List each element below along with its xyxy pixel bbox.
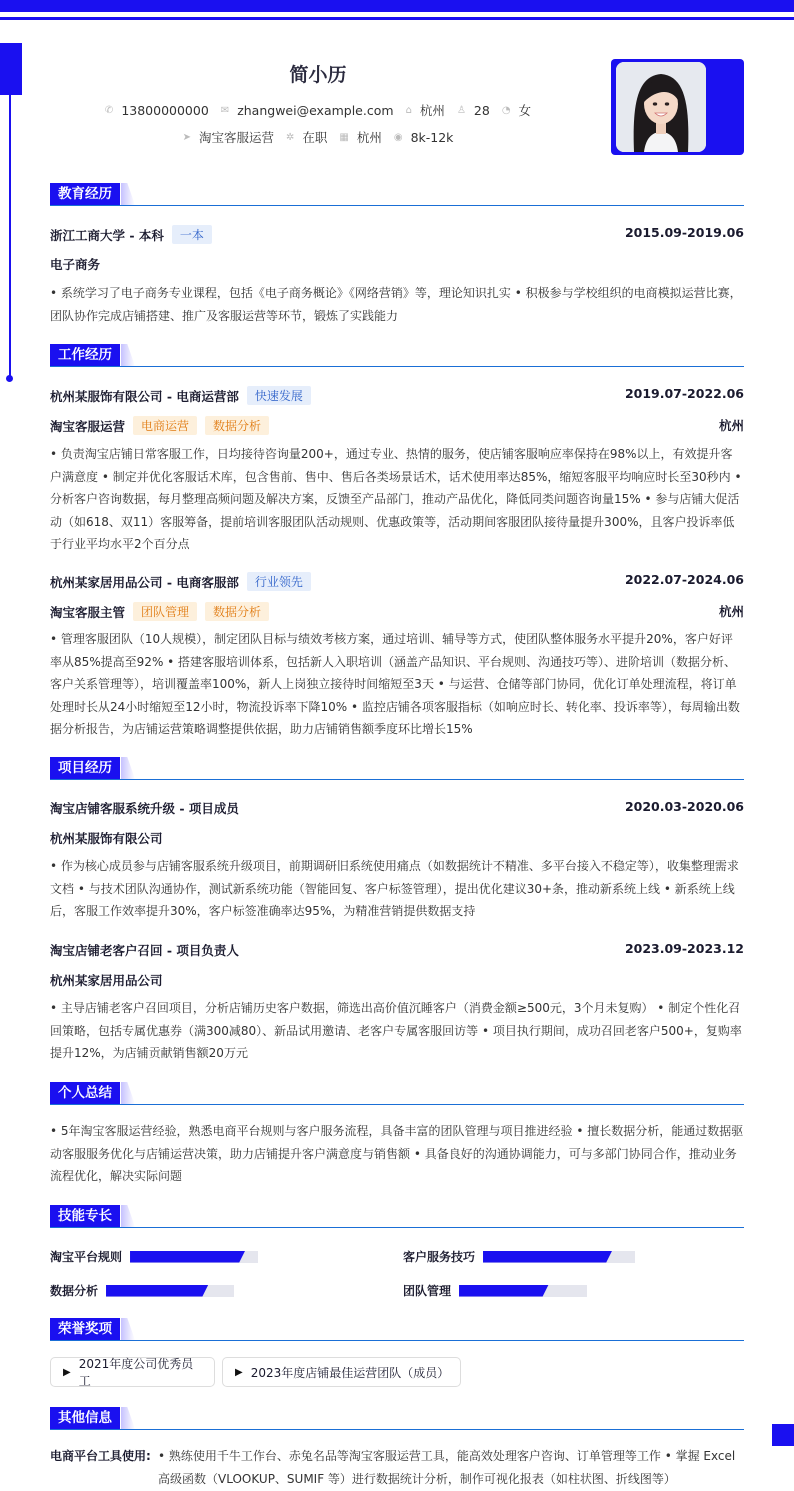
salary-item: ◉ 8k-12k (393, 129, 454, 145)
section-title-tail (121, 344, 135, 366)
email-item: ✉ zhangwei@example.com (220, 102, 394, 118)
skill-item (403, 1282, 587, 1299)
avatar (616, 62, 706, 152)
city-icon: ▦ (339, 131, 349, 143)
triangle-right-icon: ▶ (63, 1366, 71, 1378)
section-title-tail (121, 1407, 135, 1429)
location-item: ⌂ 杭州 (405, 103, 445, 118)
skill-bar-fill (459, 1285, 549, 1297)
section-title: 工作经历 (50, 344, 120, 366)
summary-text: • 5年淘宝客服运营经验，熟悉电商平台规则与客户服务流程，具备丰富的团队管理与项目推进经验 • 擅长数据分析，能通过数据驱动客服服务优化与店铺运营决策，助力店铺提升客户满意度与销售额 • 具备良好的沟通协调能力，可与多部门协同合作，推动业务流程优化，解决实际问题 (50, 1124, 744, 1183)
company-badge: 快速发展 (247, 386, 311, 405)
company-badge: 行业领先 (247, 572, 311, 591)
contact-row (0, 101, 636, 119)
section-other (50, 1407, 744, 1430)
skill-item (403, 1248, 635, 1265)
corner-accent-block (772, 1424, 794, 1446)
age-icon: ♙ (456, 104, 466, 116)
role-tag: 数据分析 (205, 416, 269, 435)
section-title: 其他信息 (50, 1407, 120, 1429)
work-desc: • 负责淘宝店铺日常客服工作，日均接待咨询量200+，通过专业、热情的服务，使店铺客服响应率保持在98%以上，有效提升客户满意度 • 制定并优化客服话术库，包含售前、售中、售后各类场景话术，话术使用率达85%，缩短客服平均响应时长至30秒内 • 分析客户咨询数据，每月整理高频问题及解决方案，反馈至产品部门，推动产品优化，降低同类问题咨询量15% • 参与店铺大促活动（如618、双11）客服筹备，提前培训客服团队活动规则、优惠政策等，活动期间客服团队接待量提升300%，且客户投诉率低于行业平均水平2个百分点 (50, 447, 742, 551)
skill-name: 团队管理 (403, 1284, 452, 1298)
send-icon: ➤ (182, 131, 191, 143)
status-icon: ✲ (285, 131, 295, 143)
section-title: 荣誉奖项 (50, 1318, 120, 1340)
status-item: ✲ 在职 (285, 130, 328, 145)
candidate-name: 简小历 (289, 64, 347, 86)
skill-bar (106, 1285, 234, 1297)
project-period: 2020.03-2020.06 (624, 799, 744, 814)
section-title: 技能专长 (50, 1205, 120, 1227)
other-text: • 熟练使用千牛工作台、赤兔名品等淘宝客服运营工具，能高效处理客户咨询、订单管理等工作 • 掌握 Excel 高级函数（VLOOKUP、SUMIF 等）进行数据统计分析，制作可视化报表（如柱状图、折线图等） (158, 1449, 736, 1486)
honor-item: ▶ 2023年度店铺最佳运营团队（成员） (222, 1357, 461, 1387)
age-item: ♙ 28 (456, 102, 490, 118)
section-title-tail (121, 1205, 135, 1227)
skill-bar (483, 1251, 635, 1263)
phone-icon: ✆ (104, 104, 114, 116)
work-city: 杭州 (718, 604, 744, 619)
work-city: 杭州 (718, 418, 744, 433)
target-job-item: ➤ 淘宝客服运营 (182, 130, 274, 145)
salary-icon: ◉ (393, 131, 403, 143)
skill-bar (130, 1251, 258, 1263)
skill-item (50, 1282, 234, 1299)
section-title: 项目经历 (50, 757, 120, 779)
education-desc: • 系统学习了电子商务专业课程，包括《电子商务概论》《网络营销》等，理论知识扎实 • 积极参与学校组织的电商模拟运营比赛，团队协作完成店铺搭建、推广及客服运营等环节，锻炼了实践能力 (50, 286, 742, 323)
mail-icon: ✉ (220, 104, 230, 116)
triangle-right-icon: ▶ (235, 1366, 243, 1378)
project-org: 杭州某服饰有限公司 (50, 831, 163, 846)
top-accent-bar (0, 0, 794, 12)
job-role: 淘宝客服主管 (50, 604, 126, 620)
section-summary (50, 1082, 744, 1105)
other-label: 电商平台工具使用: (50, 1449, 151, 1463)
work-desc: • 管理客服团队（10人规模），制定团队目标与绩效考核方案，通过培训、辅导等方式，使团队整体服务水平提升20%，客户好评率从85%提高至92% • 搭建客服培训体系，包括新人入职培训（涵盖产品知识、平台规则、沟通技巧等）、进阶培训（数据分析、客户关系管理等），培训覆盖率100%，新人上岗独立接待时间缩短至3天 • 与运营、仓储等部门协同，优化订单处理流程，将订单处理时长从24小时缩短至12小时，物流投诉率下降10% • 监控店铺各项客服指标（如响应时长、转化率、投诉率等），每周输出数据分析报告，为店铺运营策略调整提供依据，助力店铺销售额季度环比增长15% (50, 632, 740, 736)
gender-icon: ◔ (501, 104, 511, 116)
project-desc: • 作为核心成员参与店铺客服系统升级项目，前期调研旧系统使用痛点（如数据统计不精准、多平台接入不稳定等），收集整理需求文档 • 与技术团队沟通协作，测试新系统功能（智能回复、客户标签管理），提出优化建议30+条，推动新系统上线 • 新系统上线后，客服工作效率提升30%，客户标签准确率达95%，为精准营销提供数据支持 (50, 859, 739, 918)
section-title-tail (121, 1082, 135, 1104)
skill-bar-fill (130, 1251, 245, 1263)
skill-name: 淘宝平台规则 (50, 1250, 123, 1264)
section-project (50, 757, 744, 780)
phone-item: ✆ 13800000000 (104, 102, 209, 118)
skill-name: 客户服务技巧 (403, 1250, 476, 1264)
section-skills (50, 1205, 744, 1228)
project-org: 杭州某家居用品公司 (50, 973, 163, 988)
section-title-tail (121, 757, 135, 779)
company-name: 杭州某家居用品公司 - 电商客服部 (50, 574, 239, 590)
project-title: 淘宝店铺客服系统升级 - 项目成员 (50, 801, 239, 816)
section-title: 个人总结 (50, 1082, 120, 1104)
school-badge: 一本 (172, 225, 212, 244)
skill-name: 数据分析 (50, 1284, 99, 1298)
skill-bar-fill (483, 1251, 612, 1263)
project-title: 淘宝店铺老客户召回 - 项目负责人 (50, 943, 239, 958)
job-intent-row (0, 128, 636, 146)
gender-item: ◔ 女 (501, 103, 532, 118)
project-desc: • 主导店铺老客户召回项目，分析店铺历史客户数据，筛选出高价值沉睡客户（消费金额≥500元，3个月未复购） • 制定个性化召回策略，包括专属优惠券（满300减80）、新品试用邀请、老客户专属客服回访等 • 项目执行期间，成功召回老客户500+，复购率提升12%，为店铺贡献销售额20万元 (50, 1001, 742, 1060)
section-title-tail (121, 1318, 135, 1340)
honor-item: ▶ 2021年度公司优秀员工 (50, 1357, 215, 1387)
work-period: 2022.07-2024.06 (624, 572, 744, 587)
company-name: 杭州某服饰有限公司 - 电商运营部 (50, 388, 239, 404)
school-name: 浙江工商大学 - 本科 (50, 227, 164, 243)
sidebar-accent-dot (6, 375, 13, 382)
city-item: ▦ 杭州 (339, 130, 382, 145)
section-title-tail (121, 183, 135, 205)
job-role: 淘宝客服运营 (50, 418, 126, 434)
section-honors (50, 1318, 744, 1341)
skill-bar-fill (106, 1285, 208, 1297)
skill-bar (459, 1285, 587, 1297)
role-tag: 电商运营 (133, 416, 197, 435)
section-work (50, 344, 744, 367)
section-title: 教育经历 (50, 183, 120, 205)
education-period: 2015.09-2019.06 (624, 225, 744, 240)
section-education (50, 183, 744, 206)
work-period: 2019.07-2022.06 (624, 386, 744, 401)
top-accent-line (0, 17, 794, 20)
home-icon: ⌂ (405, 104, 412, 116)
role-tag: 数据分析 (205, 602, 269, 621)
role-tag: 团队管理 (133, 602, 197, 621)
major: 电子商务 (50, 257, 101, 272)
skill-item (50, 1248, 258, 1265)
project-period: 2023.09-2023.12 (624, 941, 744, 956)
